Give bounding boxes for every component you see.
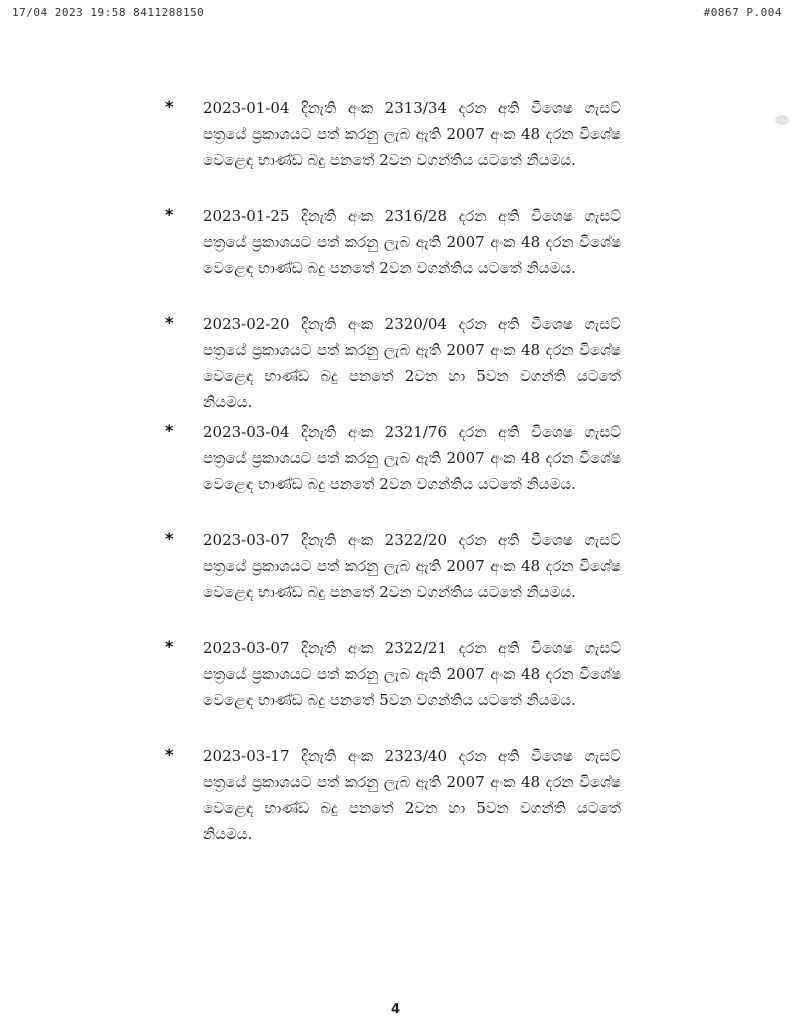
list-item xyxy=(165,743,625,851)
bullet-asterisk: * xyxy=(165,205,174,224)
bullet-asterisk: * xyxy=(165,313,174,332)
clause-text: 2023-01-25 දිනැති අංක 2316/28 දරන අති විශෙෂ ගැසට් පත්‍රයේ ප්‍රකාශයට පත් කරනු ලැබ ඇති 2007 අංක 48 දරන විශේෂ වෙළෙඳ භාණ්ඩ බදු පනතේ 2වන වගන්තිය යටතේ නියමය. xyxy=(203,207,621,277)
bullet-asterisk: * xyxy=(165,745,174,764)
fax-header-datetime-number: 17/04 2023 19:58 8411288150 xyxy=(12,6,205,19)
clause-text: 2023-03-07 දිනැති අංක 2322/20 දරන අති විශෙෂ ගැසට් පත්‍රයේ ප්‍රකාශයට පත් කරනු ලැබ ඇති 2007 අංක 48 දරන විශේෂ වෙළෙඳ භාණ්ඩ බදු පනතේ 2වන වගන්තිය යටතේ නියමය. xyxy=(203,531,621,601)
bullet-asterisk: * xyxy=(165,529,174,548)
list-item xyxy=(165,203,625,311)
scan-artifact xyxy=(775,115,789,125)
clause-text: 2023-01-04 දිනැති අංක 2313/34 දරන අති විශෙෂ ගැසට් පත්‍රයේ ප්‍රකාශයට පත් කරනු ලැබ ඇති 2007 අංක 48 දරන විශේෂ වෙළෙඳ භාණ්ඩ බදු පනතේ 2වන වගන්තිය යටතේ නියමය. xyxy=(203,99,621,169)
clause-text: 2023-03-04 දිනැති අංක 2321/76 දරන අති විශෙෂ ගැසට් පත්‍රයේ ප්‍රකාශයට පත් කරනු ලැබ ඇති 2007 අංක 48 දරන විශේෂ වෙළෙඳ භාණ්ඩ බදු පනතේ 2වන වගන්තිය යටතේ නියමය. xyxy=(203,423,621,493)
bullet-asterisk: * xyxy=(165,421,174,440)
list-item xyxy=(165,527,625,635)
fax-header-page-ref: #0867 P.004 xyxy=(703,6,782,19)
list-item xyxy=(165,311,625,419)
bullet-asterisk: * xyxy=(165,637,174,656)
bullet-asterisk: * xyxy=(165,97,174,116)
clause-text: 2023-03-17 දිනැති අංක 2323/40 දරන අති විශෙෂ ගැසට් පත්‍රයේ ප්‍රකාශයට පත් කරනු ලැබ ඇති 2007 අංක 48 දරන විශේෂ වෙළෙඳ භාණ්ඩ බදු පනතේ 2වන හා 5වන වගන්ති යටතේ නියමය. xyxy=(203,747,621,843)
page-number: 4 xyxy=(390,1002,401,1017)
fax-transmission-header xyxy=(12,6,782,22)
list-item xyxy=(165,95,625,203)
gazette-clause-list xyxy=(165,95,625,851)
list-item xyxy=(165,419,625,527)
clause-text: 2023-03-07 දිනැති අංක 2322/21 දරන අති විශෙෂ ගැසට් පත්‍රයේ ප්‍රකාශයට පත් කරනු ලැබ ඇති 2007 අංක 48 දරන විශේෂ වෙළෙඳ භාණ්ඩ බදු පනතේ 5වන වගන්තිය යටතේ නියමය. xyxy=(203,639,621,709)
list-item xyxy=(165,635,625,743)
clause-text: 2023-02-20 දිනැති අංක 2320/04 දරන අති විශෙෂ ගැසට් පත්‍රයේ ප්‍රකාශයට පත් කරනු ලැබ ඇති 2007 අංක 48 දරන විශේෂ වෙළෙඳ භාණ්ඩ බදු පනතේ 2වන හා 5වන වගන්ති යටතේ නියමය. xyxy=(203,315,621,411)
